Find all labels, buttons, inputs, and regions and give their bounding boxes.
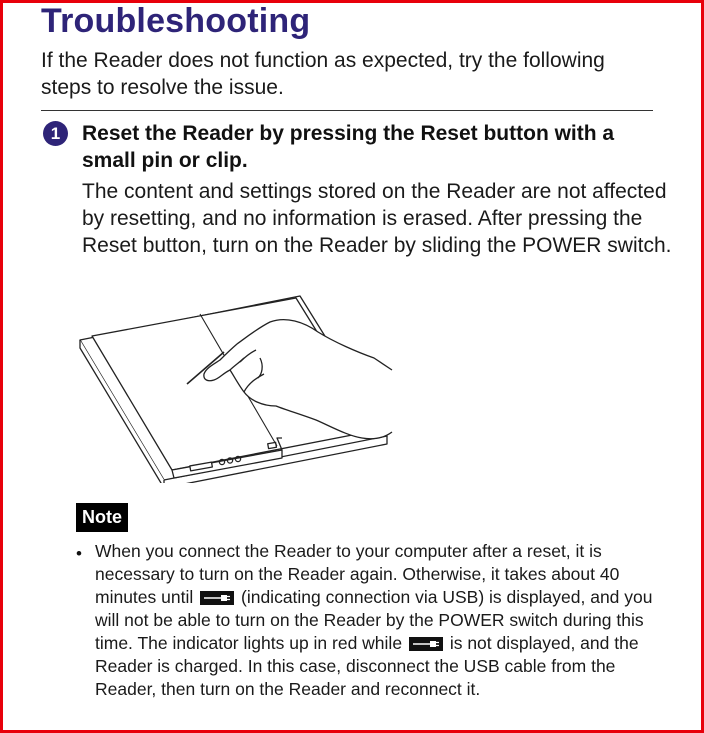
note-text [95, 540, 660, 701]
usb-connection-icon [200, 591, 234, 605]
note-text-part-3: is not displayed, and the Reader is charged. In this case, disconnect the USB cable from the Reader, then turn on the Reader and reconnect it. [95, 633, 639, 699]
usb-connection-icon [409, 637, 443, 651]
section-divider [41, 110, 653, 111]
step-title: Reset the Reader by pressing the Reset button with a small pin or clip. [82, 122, 615, 172]
note-text-part-2: (indicating connection via USB) is displayed, and you will not be able to turn on the Reader by the POWER switch during this time. The indicator lights up in red while [95, 587, 653, 653]
step-description: The content and settings stored on the Reader are not affected by resetting, and no information is erased. After pressing the Reset button, turn on the Reader by sliding the POWER switch. [82, 180, 672, 257]
reader-reset-illustration [72, 288, 402, 483]
note-bullet: • [76, 544, 82, 563]
note-badge: Note [76, 503, 128, 532]
step-number-badge: 1 [43, 121, 68, 146]
note-text-part-1: When you connect the Reader to your computer after a reset, it is necessary to turn on the Reader again. Otherwise, it takes about 40 minutes until [95, 541, 620, 607]
intro-paragraph: If the Reader does not function as expected, try the following steps to resolve the issue. [41, 49, 605, 99]
page-title: Troubleshooting [41, 2, 311, 40]
